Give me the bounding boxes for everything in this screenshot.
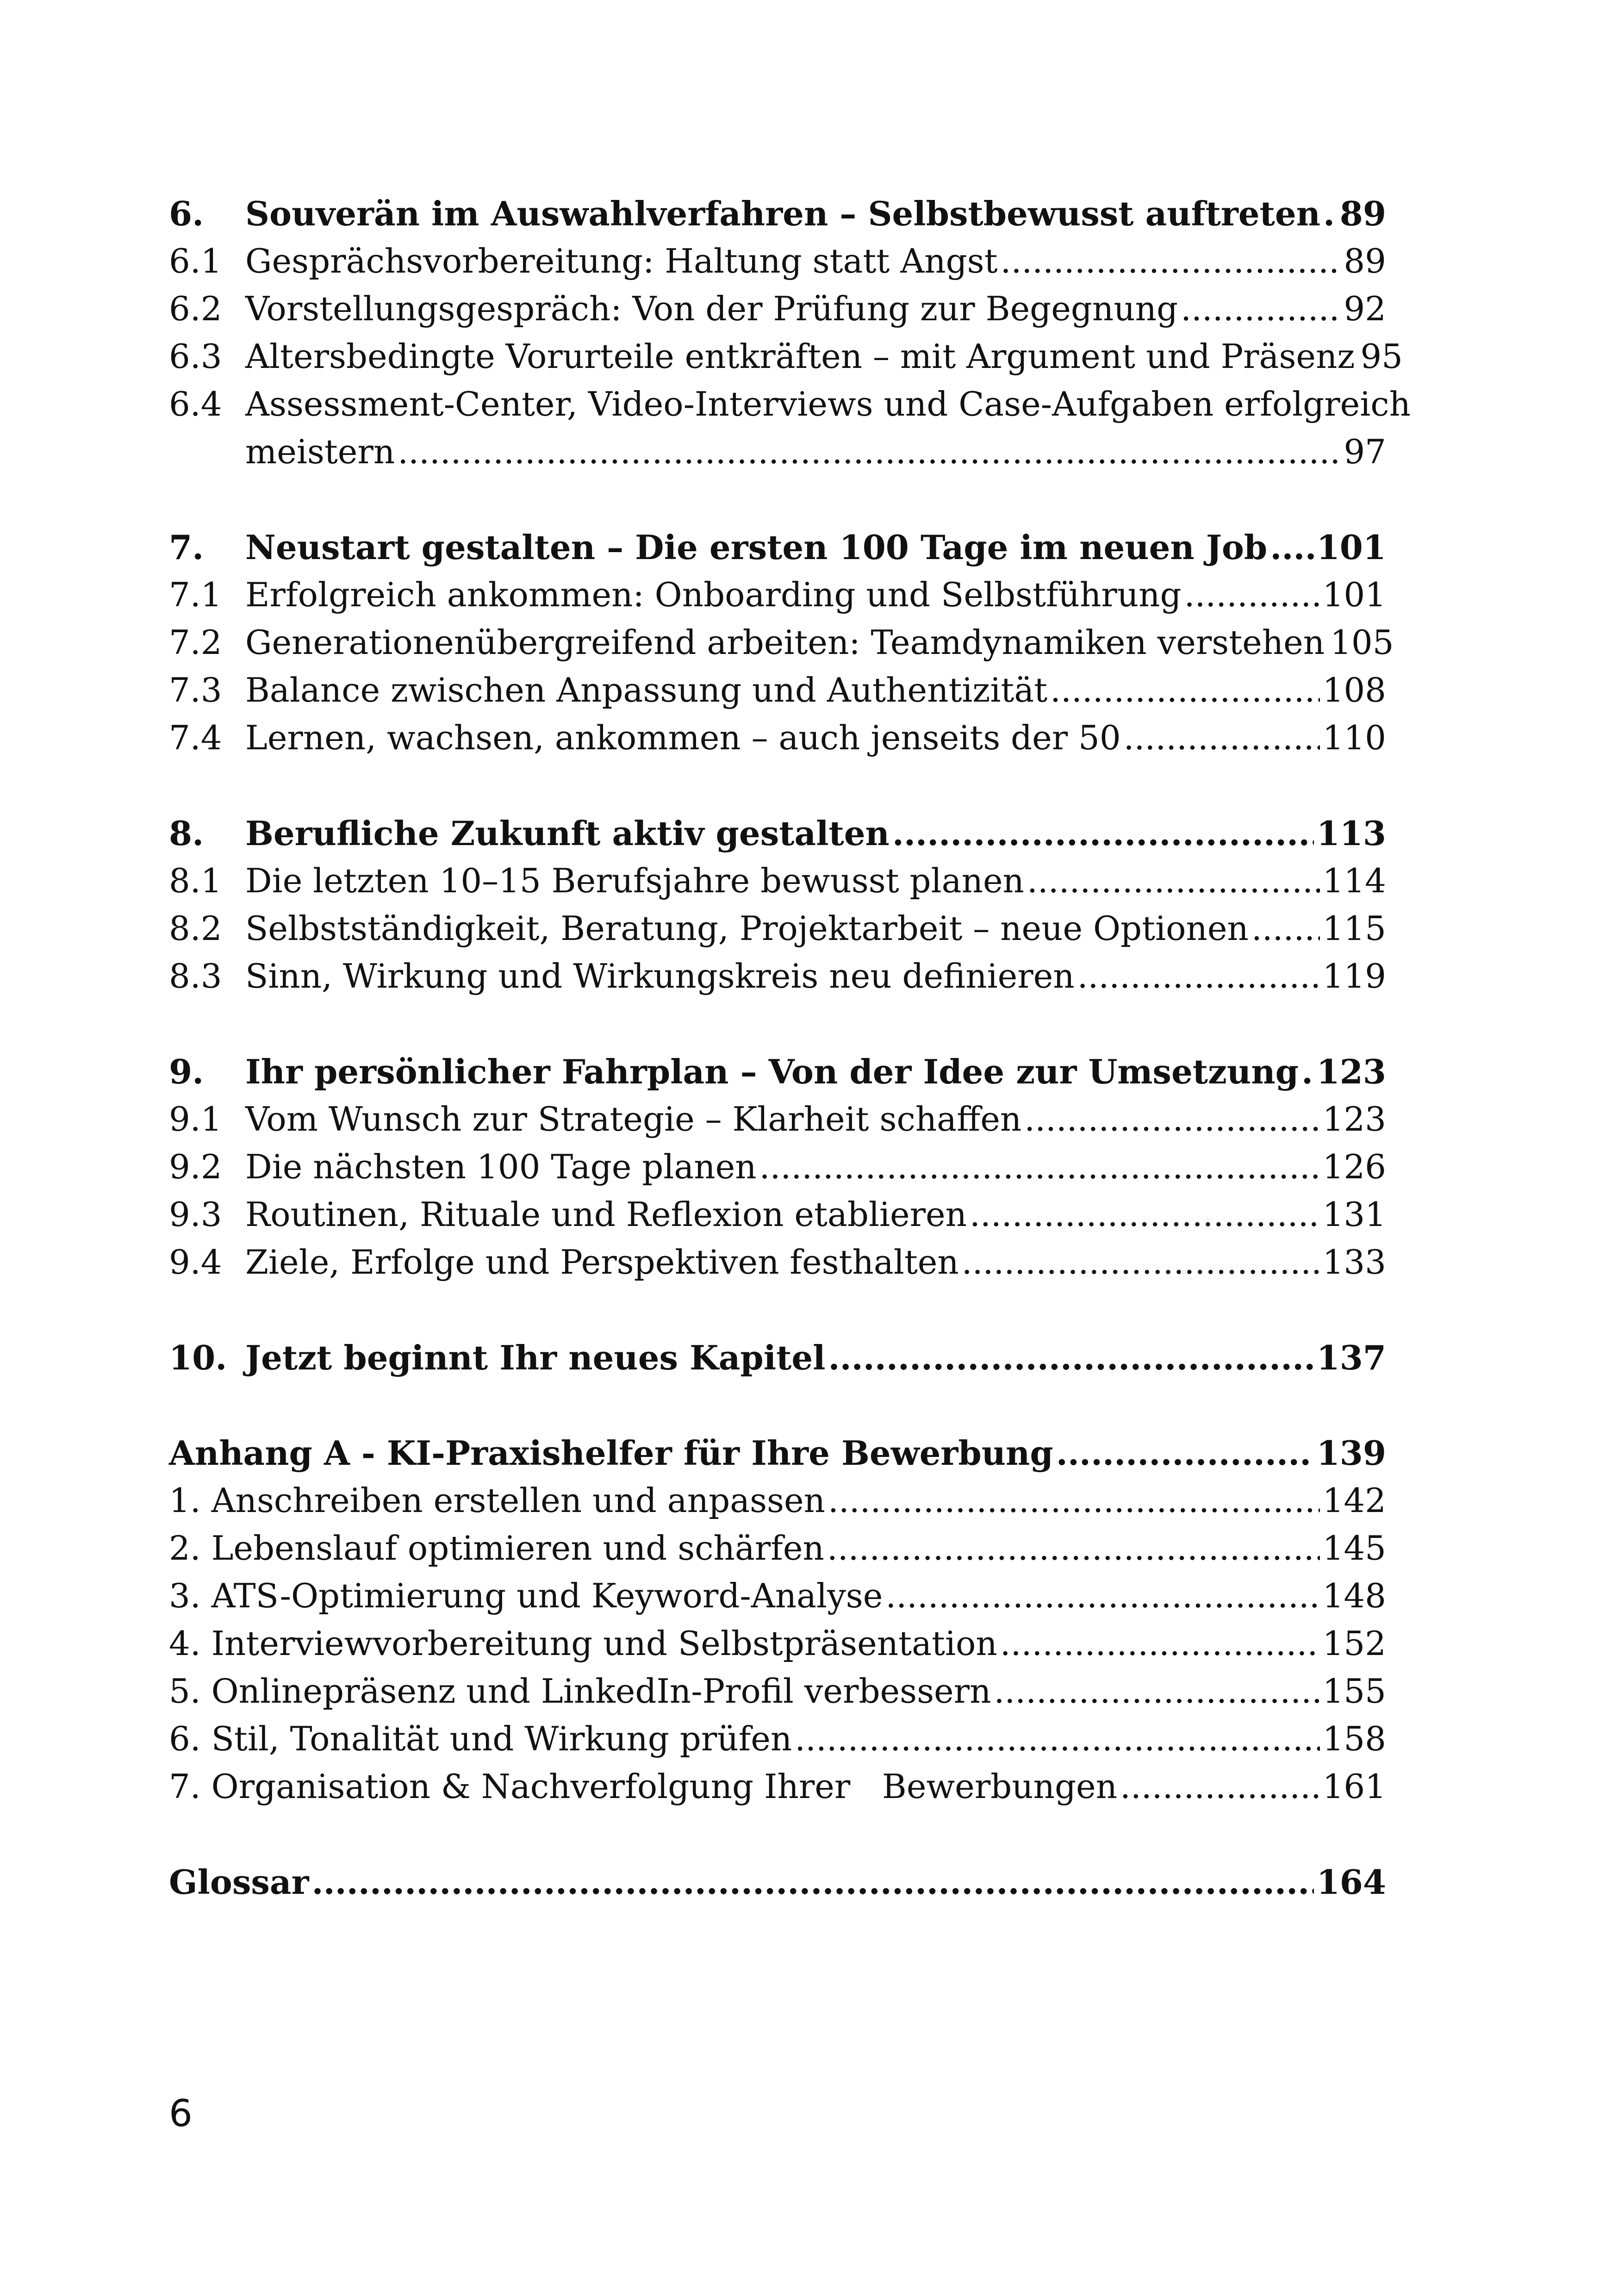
toc-title: 1. Anschreiben erstellen und anpassen <box>169 1481 825 1520</box>
toc-page: 110 <box>1322 718 1386 757</box>
toc-entry[interactable] <box>169 333 1403 380</box>
toc-leader <box>1301 1048 1314 1095</box>
toc-number: 7. <box>169 528 204 567</box>
toc-page: 131 <box>1322 1195 1386 1234</box>
toc-title: Die letzten 10–15 Berufsjahre bewusst planen <box>245 861 1024 900</box>
toc-entry[interactable] <box>169 1477 1386 1524</box>
toc-title: Vorstellungsgespräch: Von der Prüfung zur Begegnung <box>245 289 1178 328</box>
toc-entry[interactable] <box>169 1095 1386 1143</box>
toc-title: 2. Lebenslauf optimieren und schärfen <box>169 1529 824 1568</box>
toc-entry[interactable] <box>169 1572 1386 1620</box>
toc-page: 92 <box>1344 289 1386 328</box>
toc-leader <box>1050 666 1319 714</box>
toc-page: 113 <box>1316 814 1386 853</box>
toc-title: Die nächsten 100 Tage planen <box>245 1147 757 1186</box>
toc-page: 105 <box>1330 623 1394 662</box>
toc-leader <box>1124 714 1320 762</box>
toc-entry[interactable] <box>169 714 1386 762</box>
toc-entry[interactable] <box>169 666 1386 714</box>
toc-entry[interactable] <box>169 1334 1386 1381</box>
toc-entry[interactable] <box>169 1668 1386 1715</box>
toc-page: 95 <box>1360 337 1403 376</box>
toc-number: 9.2 <box>169 1147 222 1186</box>
toc-title: Routinen, Rituale und Reflexion etablieren <box>245 1195 967 1234</box>
toc-entry[interactable] <box>169 1429 1386 1477</box>
toc-number: 10. <box>169 1338 227 1377</box>
toc-leader <box>828 1477 1320 1524</box>
toc-leader <box>1181 285 1341 333</box>
toc-page: 158 <box>1322 1719 1386 1758</box>
toc-title: 5. Onlinepräsenz und LinkedIn-Profil verbessern <box>169 1672 991 1711</box>
toc-entry[interactable] <box>169 857 1386 905</box>
toc-leader <box>962 1238 1320 1286</box>
toc-page: 89 <box>1339 194 1386 233</box>
toc-title: Sinn, Wirkung und Wirkungskreis neu definieren <box>245 957 1075 996</box>
toc-leader <box>970 1191 1320 1238</box>
toc-title: Altersbedingte Vorurteile entkräften – mit Argument und Präsenz <box>245 337 1355 376</box>
toc-entry[interactable] <box>169 1191 1386 1238</box>
toc-title: Vom Wunsch zur Strategie – Klarheit schaffen <box>245 1100 1022 1139</box>
toc-number: 7.4 <box>169 718 222 757</box>
toc-leader <box>795 1715 1319 1763</box>
toc-page: 119 <box>1322 957 1386 996</box>
toc-page: 108 <box>1322 671 1386 709</box>
toc-number: 6.3 <box>169 337 222 376</box>
toc-page: 126 <box>1322 1147 1386 1186</box>
toc-title: 7. Organisation & Nachverfolgung Ihrer Bewerbungen <box>169 1767 1118 1806</box>
toc-number: 6.4 <box>169 385 222 423</box>
toc-leader <box>1001 237 1341 285</box>
toc-leader <box>1323 190 1337 237</box>
toc-number: 7.2 <box>169 623 222 662</box>
toc-entry-continuation[interactable] <box>169 428 1386 476</box>
toc-page: 89 <box>1344 242 1386 280</box>
toc-leader <box>1024 1095 1319 1143</box>
toc-page: 114 <box>1322 861 1386 900</box>
toc-page: 101 <box>1322 575 1386 614</box>
toc-entry[interactable] <box>169 1620 1386 1668</box>
toc-number: 6.1 <box>169 242 222 280</box>
table-of-contents <box>169 190 1411 1906</box>
toc-page: 152 <box>1322 1624 1386 1663</box>
toc-title: 3. ATS-Optimierung und Keyword-Analyse <box>169 1576 883 1615</box>
toc-number: 9.1 <box>169 1100 222 1139</box>
toc-number: 7.3 <box>169 671 222 709</box>
toc-title: Balance zwischen Anpassung und Authentizität <box>245 671 1048 709</box>
toc-title: Berufliche Zukunft aktiv gestalten <box>245 814 890 853</box>
toc-entry[interactable] <box>169 905 1386 952</box>
toc-title: Ziele, Erfolge und Perspektiven festhalten <box>245 1243 959 1282</box>
toc-leader <box>827 1524 1320 1572</box>
toc-number: 9.3 <box>169 1195 222 1234</box>
toc-leader <box>828 1334 1314 1381</box>
toc-page: 164 <box>1316 1862 1386 1902</box>
toc-leader <box>1270 523 1313 571</box>
toc-entry[interactable] <box>169 952 1386 1000</box>
toc-title: Lernen, wachsen, ankommen – auch jenseits der 50 <box>245 718 1121 757</box>
toc-entry[interactable] <box>169 1858 1386 1906</box>
toc-title: Generationenübergreifend arbeiten: Teamdynamiken verstehen <box>245 623 1325 662</box>
toc-leader <box>1120 1763 1320 1811</box>
toc-title: Jetzt beginnt Ihr neues Kapitel <box>245 1338 826 1377</box>
toc-title: Ihr persönlicher Fahrplan – Von der Idee zur Umsetzung <box>245 1052 1299 1091</box>
toc-leader <box>1251 905 1320 952</box>
toc-page: 145 <box>1322 1529 1386 1568</box>
toc-number: 8. <box>169 814 204 853</box>
toc-page: 97 <box>1344 432 1386 471</box>
toc-number: 9. <box>169 1052 204 1091</box>
toc-number: 8.1 <box>169 861 222 900</box>
toc-title: Souverän im Auswahlverfahren – Selbstbewusst auftreten <box>245 194 1321 233</box>
toc-page: 123 <box>1322 1100 1386 1139</box>
toc-page: 137 <box>1316 1338 1386 1377</box>
toc-page: 133 <box>1322 1243 1386 1282</box>
toc-entry[interactable] <box>169 1524 1386 1572</box>
toc-page: 161 <box>1322 1767 1386 1806</box>
toc-leader <box>892 809 1314 857</box>
toc-entry[interactable] <box>169 1238 1386 1286</box>
toc-leader <box>1077 952 1320 1000</box>
toc-title: Anhang A - KI-Praxishelfer für Ihre Bewerbung <box>169 1433 1053 1473</box>
toc-entry[interactable] <box>169 380 1411 428</box>
toc-page: 155 <box>1322 1672 1386 1711</box>
toc-leader <box>1000 1620 1320 1668</box>
toc-title: meistern <box>245 432 395 471</box>
toc-title: Erfolgreich ankommen: Onboarding und Selbstführung <box>245 575 1182 614</box>
toc-entry[interactable] <box>169 1048 1386 1095</box>
toc-entry[interactable] <box>169 571 1386 619</box>
toc-entry[interactable] <box>169 237 1386 285</box>
toc-entry[interactable] <box>169 1143 1386 1191</box>
page-number: 6 <box>169 2092 193 2135</box>
toc-leader <box>994 1668 1319 1715</box>
toc-leader <box>885 1572 1319 1620</box>
toc-number: 9.4 <box>169 1243 222 1282</box>
toc-entry[interactable] <box>169 1715 1386 1763</box>
toc-title: Gesprächsvorbereitung: Haltung statt Angst <box>245 242 998 280</box>
toc-entry[interactable] <box>169 523 1386 571</box>
toc-title: Assessment-Center, Video-Interviews und Case-Aufgaben erfolgreich <box>245 385 1411 423</box>
toc-number: 6. <box>169 194 204 233</box>
toc-entry[interactable] <box>169 190 1386 237</box>
toc-leader <box>398 428 1341 476</box>
toc-title: 4. Interviewvorbereitung und Selbstpräsentation <box>169 1624 997 1663</box>
toc-page: 123 <box>1316 1052 1386 1091</box>
toc-leader <box>1027 857 1320 905</box>
toc-entry[interactable] <box>169 619 1394 666</box>
toc-entry[interactable] <box>169 1763 1386 1811</box>
toc-title: 6. Stil, Tonalität und Wirkung prüfen <box>169 1719 792 1758</box>
toc-leader <box>312 1858 1314 1906</box>
toc-entry[interactable] <box>169 809 1386 857</box>
toc-entry[interactable] <box>169 285 1386 333</box>
toc-page: 148 <box>1322 1576 1386 1615</box>
toc-number: 6.2 <box>169 289 222 328</box>
toc-page: 115 <box>1322 909 1386 948</box>
toc-page: 101 <box>1316 528 1386 567</box>
toc-page: 142 <box>1322 1481 1386 1520</box>
toc-page: 139 <box>1316 1433 1386 1473</box>
toc-leader <box>1184 571 1320 619</box>
toc-number: 8.3 <box>169 957 222 996</box>
toc-number: 8.2 <box>169 909 222 948</box>
toc-title: Neustart gestalten – Die ersten 100 Tage im neuen Job <box>245 528 1268 567</box>
toc-title: Selbstständigkeit, Beratung, Projektarbeit – neue Optionen <box>245 909 1249 948</box>
toc-number: 7.1 <box>169 575 222 614</box>
toc-leader <box>759 1143 1320 1191</box>
toc-title: Glossar <box>169 1862 309 1902</box>
toc-leader <box>1056 1429 1314 1477</box>
